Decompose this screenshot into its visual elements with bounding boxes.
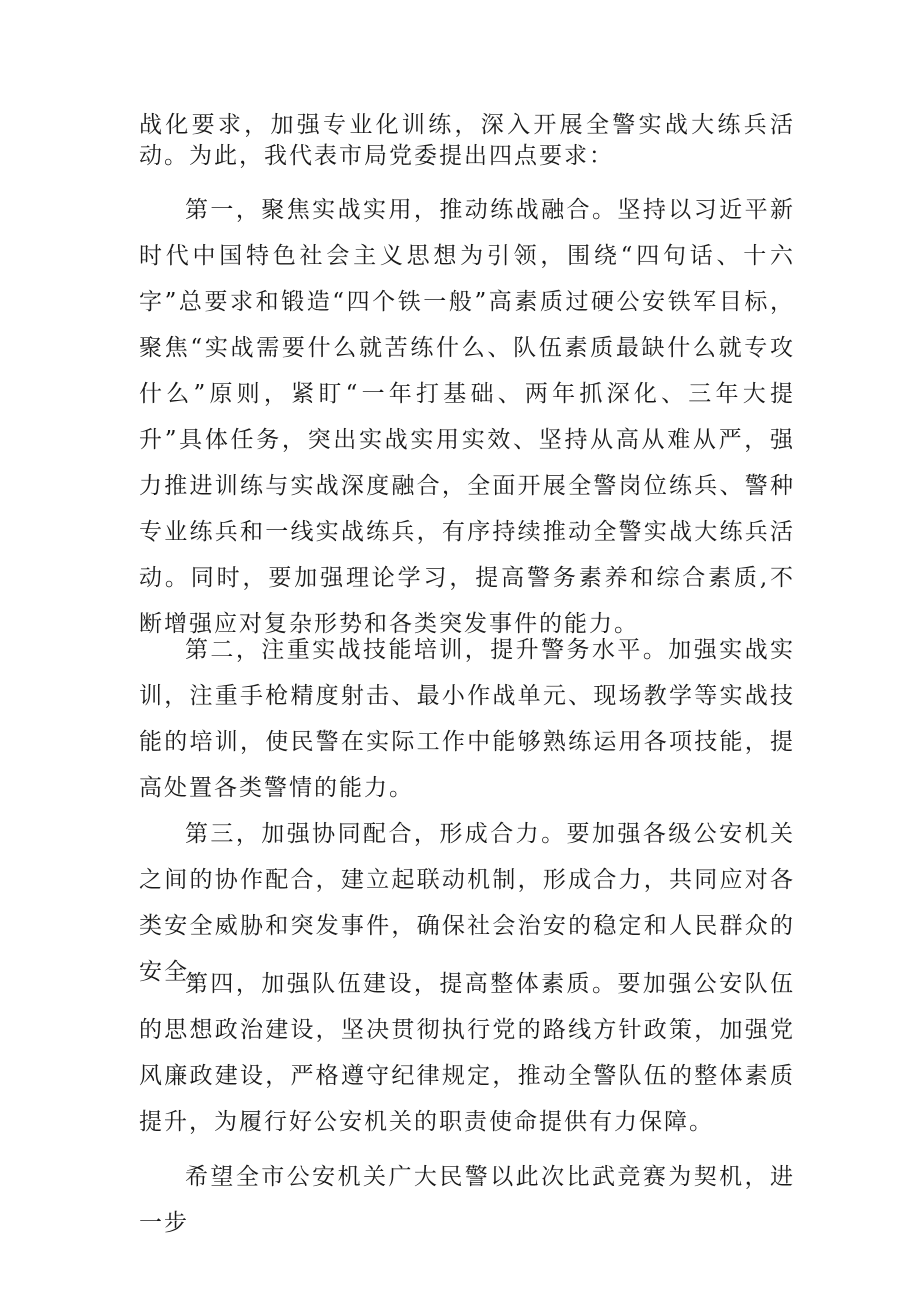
intro-paragraph: 战化要求，加强专业化训练，深入开展全警实战大练兵活动。为此，我代表市局党委提出四点要求： xyxy=(139,112,795,169)
point-one-paragraph: 第一，聚焦实战实用，推动练战融合。坚持以习近平新时代中国特色社会主义思想为引领，围绕“四句话、十六字”总要求和锻造“四个铁一般”高素质过硬公安铁军目标，聚焦“实战需要什么就苦练什么、队伍素质最缺什么就专攻什么”原则，紧盯“一年打基础、两年抓深化、三年大提升”具体任务，突出实战实用实效、坚持从高从难从严，强力推进训练与实战深度融合，全面开展全警岗位练兵、警种专业练兵和一线实战练兵，有序持续推动全警实战大练兵活动。同时，要加强理论学习，提高警务素养和综合素质,不断增强应对复杂形势和各类突发事件的能力。 xyxy=(139,197,795,637)
point-four-paragraph: 第四，加强队伍建设，提高整体素质。要加强公安队伍的思想政治建设，坚决贯彻执行党的路线方针政策，加强党风廉政建设，严格遵守纪律规定，推动全警队伍的整体素质提升，为履行好公安机关的职责使命提供有力保障。 xyxy=(139,971,795,1135)
closing-paragraph: 希望全市公安机关广大民警以此次比武竞赛为契机，进一步 xyxy=(139,1164,795,1236)
point-two-paragraph: 第二，注重实战技能培训，提升警务水平。加强实战实训，注重手枪精度射击、最小作战单元、现场教学等实战技能的培训，使民警在实际工作中能够熟练运用各项技能，提高处置各类警情的能力。 xyxy=(139,637,795,801)
point-three-paragraph: 第三，加强协同配合，形成合力。要加强各级公安机关之间的协作配合，建立起联动机制，形成合力，共同应对各类安全威胁和突发事件，确保社会治安的稳定和人民群众的安全。 xyxy=(139,821,795,985)
